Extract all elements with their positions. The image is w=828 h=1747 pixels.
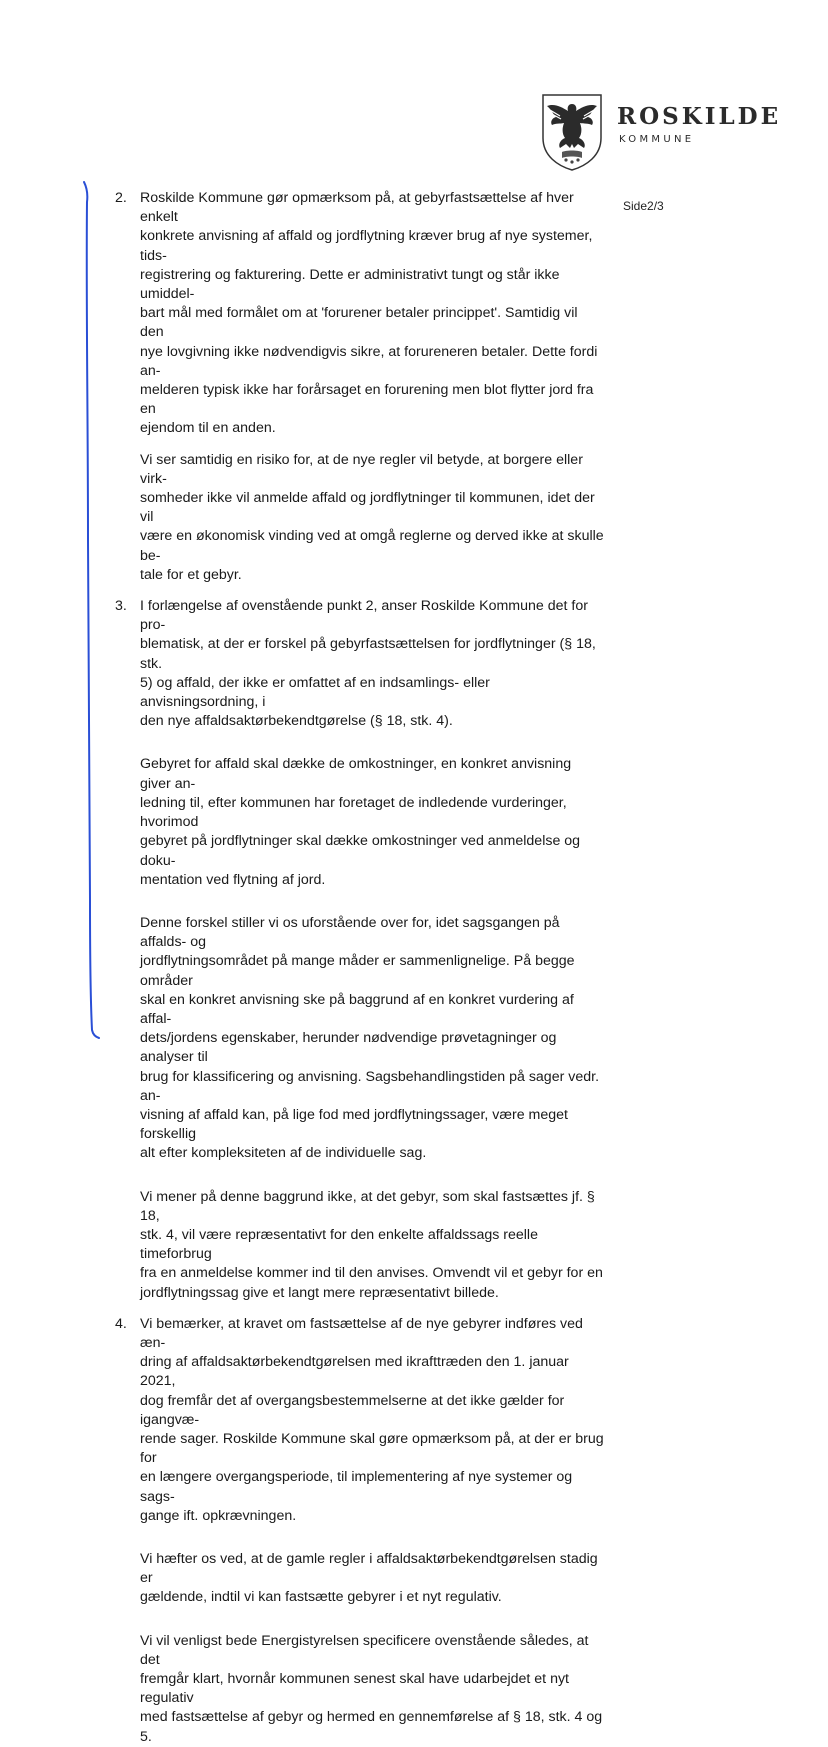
text-line: mentation ved flytning af jord. [140,871,326,888]
text-line: 5) og affald, der ikke er omfattet af en indsamlings- eller anvisningsordning, i [140,674,490,711]
text-line: Gebyret for affald skal dække de omkostninger, en konkret anvisning giver an- [140,756,572,792]
list-item [115,597,605,1315]
logo-subtitle: KOMMUNE [619,134,695,145]
text-line: med fastsættelse af gebyr og hermed en gennemførelse af § 18, stk. 4 og 5. [140,1709,603,1745]
page-number: Side2/3 [623,199,664,213]
list-item-number: 4. [115,1315,127,1332]
text-line: jordflytningssag give et langt mere repræsentativt billede. [140,1284,499,1301]
text-line: somheder ikke vil anmelde affald og jordflytninger til kommunen, idet der vil [140,490,595,526]
text-line: gældende, indtil vi kan fastsætte gebyrer i et nyt regulativ. [140,1589,502,1606]
roskilde-kommune-logo [540,92,782,172]
text-line: jordflytningsområdet på mange måder er sammenlignelige. På begge områder [140,953,575,989]
paragraph [140,1550,605,1608]
text-line: registrering og fakturering. Dette er administrativt tungt og står ikke umiddel- [140,266,560,303]
text-line: alt efter kompleksiteten af de individuelle sag. [140,1145,427,1162]
paragraph [140,755,605,889]
text-line: skal en konkret anvisning ske på baggrund af en konkret vurdering af affal- [140,991,574,1027]
text-line: fremgår klart, hvornår kommunen senest skal have udarbejdet et nyt regulativ [140,1671,569,1707]
text-line: melderen typisk ikke har forårsaget en forurening men blot flytter jord fra en [140,382,594,418]
text-line: blematisk, at der er forskel på gebyrfastsættelsen for jordflytninger (§ 18, stk. [140,636,596,672]
text-line: Vi ser samtidig en risiko for, at de nye regler vil betyde, at borgere eller virk- [140,451,583,487]
text-line: I forlængelse af ovenstående punkt 2, anser Roskilde Kommune det for pro- [140,598,588,634]
paragraph [140,1632,605,1747]
paragraph [140,451,605,585]
text-line: nye lovgivning ikke nødvendigvis sikre, at forureneren betaler. Dette fordi an- [140,343,598,379]
text-line: dog fremfår det af overgangsbestemmelserne at det ikke gælder for igangvæ- [140,1392,565,1428]
paragraph [140,189,605,439]
logo-name: ROSKILDE [617,103,782,130]
list-item [115,1315,605,1747]
text-line: Vi vil venligst bede Energistyrelsen specificere ovenstående således, at det [140,1632,589,1668]
coat-of-arms-icon [540,92,604,172]
margin-mark [78,180,102,1040]
paragraph [140,1315,605,1526]
text-line: visning af affald kan, på lige fod med jordflytningssager, være meget forskellig [140,1106,568,1143]
list-item [115,189,605,597]
text-line: fra en anmeldelse kommer ind til den anvises. Omvendt vil et gebyr for en [140,1265,603,1282]
text-line: dets/jordens egenskaber, herunder nødvendige prøvetagninger og analyser til [140,1030,557,1066]
text-line: Vi bemærker, at kravet om fastsættelse af de nye gebyrer indføres ved æn- [140,1315,583,1351]
text-line: Roskilde Kommune gør opmærksom på, at gebyrfastsættelse af hver enkelt [140,190,574,226]
text-line: gange ift. opkrævningen. [140,1507,297,1524]
text-line: Vi mener på denne baggrund ikke, at det gebyr, som skal fastsættes jf. § 18, [140,1188,595,1224]
text-line: dring af affaldsaktørbekendtgørelsen med ikrafttræden den 1. januar 2021, [140,1354,569,1390]
list-item-number: 3. [115,598,127,615]
text-line: rende sager. Roskilde Kommune skal gøre opmærksom på, at der er brug for [140,1430,604,1467]
text-line: ledning til, efter kommunen har foretaget de indledende vurderinger, hvorimod [140,794,567,831]
text-line: en længere overgangsperiode, til implementering af nye systemer og sags- [140,1469,573,1505]
paragraph [140,914,605,1164]
text-line: gebyret på jordflytninger skal dække omkostninger ved anmeldelse og doku- [140,833,581,869]
text-line: ejendom til en anden. [140,420,276,437]
text-line: være en økonomisk vinding ved at omgå reglerne og derved ikke at skulle be- [140,528,604,564]
paragraph [140,597,605,731]
text-line: stk. 4, vil være repræsentativt for den enkelte affaldssags reelle timeforbrug [140,1226,538,1263]
document-body [115,189,605,1747]
text-line: Vi hæfter os ved, at de gamle regler i affaldsaktørbekendtgørelsen stadig er [140,1551,598,1587]
list-item-number: 2. [115,190,127,206]
text-line: den nye affaldsaktørbekendtgørelse (§ 18, stk. 4). [140,713,453,730]
text-line: Denne forskel stiller vi os uforstående over for, idet sagsgangen på affalds- og [140,914,560,951]
text-line: konkrete anvisning af affald og jordflytning kræver brug af nye systemer, tids- [140,228,593,264]
text-line: brug for klassificering og anvisning. Sagsbehandlingstiden på sager vedr. an- [140,1068,600,1104]
paragraph [140,1188,605,1303]
text-line: bart mål med formålet om at 'forurener betaler princippet'. Samtidig vil den [140,305,578,341]
text-line: tale for et gebyr. [140,566,242,583]
